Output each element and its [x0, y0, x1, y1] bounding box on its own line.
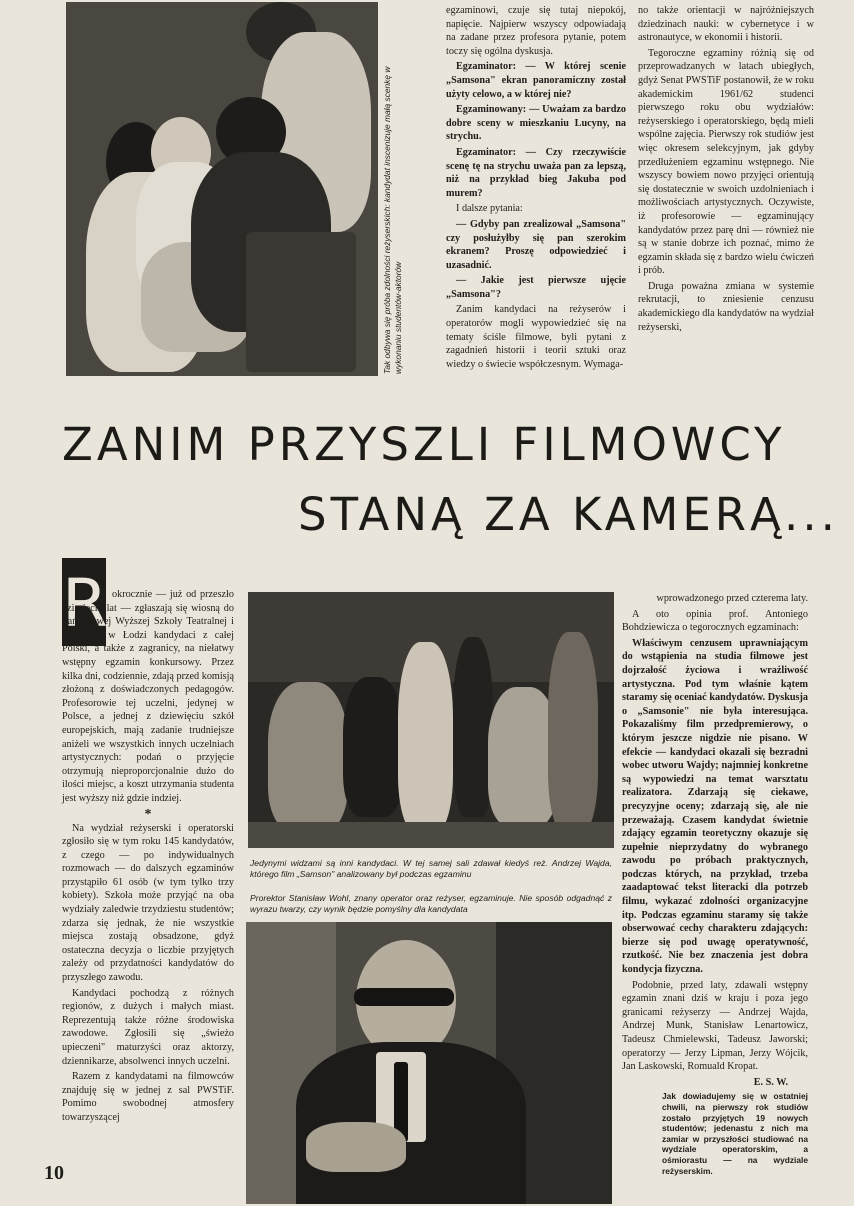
quote-paragraph: Właściwym cenzusem uprawniającym do wstąpienia na studia filmowe jest dojrzałość życiowa i wrażliwość artystyczna. Pod tym właśnie kątem staramy się oceniać kandydatów. Dyskusja o „Samsonie" nie była interesująca. Pokazaliśmy film przedpremierowy, o którym jeszcze nigdzie nie pisano. W efekcie — kandydaci okazali się bezradni wobec utworu Wajdy; najmniej konkretne są wypowiedzi na temat warsztatu realizatora. Zdarzają się ciekawe, precyzyjne oceny; zdarzają się, ale nie przeważają. Czasem kandydat świetnie zdający egzamin teoretyczny okazuje się zupełnie nieprzydatny do wybranego zawodu po próbach praktycznych, podczas których, na przykład, trzeba zaadaptować tekst literacki dla potrzeb filmu, wykazać zdolności organizacyjne itp. Podczas egzaminu staramy się także obserwować cechy charakteru zdających: bierze się pod uwagę operatywność, rzutkość. Nie bez znaczenia jest dobra kondycja fizyczna.	[622, 637, 808, 976]
paragraph: Razem z kandydatami na filmowców znajduję się w jednej z sal PWSTiF. Pomimo swobodnej atmosfery towarzyszącej	[62, 1071, 234, 1123]
paragraph: — Jakie jest pierwsze ujęcie „Samsona"?	[446, 275, 626, 300]
intro-paragraph: okrocznie — już od przeszło dziesięciu lat — zgłaszają się wiosną do Państwowej Wyższej Szkoły Teatralnej i Filmowej w Łodzi kandydaci z całej Polski, a także z zagranicy, na niełatwy wstępny egzamin konkursowy. Przez kilka dni, codziennie, zdają przed komisją złożoną z doświadczonych pedagogów. Profesorowie tej uczelni, jedynej w Polsce, a jednej z dziewięciu szkół europejskich, mają zadanie trudniejsze aniżeli we wszystkich innych uczelniach artystycznych: podań o przyjęcie otrzymują nieproporcjonalnie dużo do ilości miejsc, a koszt utrzymania studenta jest wyższy niż gdzie indziej.	[62, 589, 234, 804]
paragraph: Druga poważna zmiana w systemie rekrutacji, to zniesienie cenzusu akademickiego dla kandydatów na wydział reżyserski,	[638, 280, 814, 333]
photo-professor-examining	[246, 922, 612, 1204]
right-text-column	[622, 592, 808, 1176]
photo-rehearsal-scene	[66, 2, 378, 376]
author-signature: E. S. W.	[753, 1076, 788, 1088]
headline-line-2: STANĄ ZA KAMERĄ...	[298, 488, 839, 541]
paragraph: I dalsze pytania:	[456, 203, 523, 215]
caption-bottom-photo: Prorektor Stanisław Wohl, znany operator oraz reżyser, egzaminuje. Nie sposób odgadnąć z wyrazu twarzy, czy wynik będzie pomyślny dla kandydata	[250, 893, 612, 914]
paragraph: Na wydział reżyserski i operatorski zgłosiło się w tym roku 145 kandydatów, z czego — po indywidualnych rozmowach — do dalszych egzaminów przystąpiło 61 osób (w tym tylko trzy kobiety). Szkoła może przyjąć na oba wydziały zaledwie trzydziestu studentów; zdarza się jednak, że nie wszystkie miejsca zostają obsadzone, gdyż ostateczna decyzja o liczbie przyjętych zależy od przydatności kandydatów do przyszłego zawodu.	[62, 822, 234, 984]
paragraph: A oto opinia prof. Antoniego Bohdziewicza o tegorocznych egzaminach:	[622, 608, 808, 634]
late-news-note: Jak dowiadujemy się w ostatniej chwili, na pierwszy rok studiów zostało przyjętych 19 nowych studentów; jedenastu z nich ma zamiar w przyszłości studiować na wydziale operatorskim, a ośmiorastu — na wydziale reżyserskim.	[662, 1091, 808, 1176]
top-text-column-1	[446, 4, 626, 382]
section-separator: *	[144, 806, 152, 822]
paragraph: Tegoroczne egzaminy różnią się od przeprowadzanych w latach ubiegłych, gdyż Senat PWSTiF postanowił, że w roku akademickim 1961/62 studenci pierwszego roku obu wydziałów: reżyserskiego i operatorskiego, będą mieli wspólne zajęcia. Pierwszy rok studiów jest więc okresem selekcyjnym, jak gdyby przedłużeniem egzaminu wstępnego. Nie wszyscy bowiem nowo przyjęci orientują się dostatecznie w swoich uzdolnieniach i możliwościach artystycznych. Oczywiste, iż profesorowie — egzaminujący kandydatów przez parę dni — również nie są w stanie dobrze ich poznać, mimo że egzamin składa się z bardzo wielu ćwiczeń i prób.	[638, 47, 814, 277]
photo-candidates-audience	[248, 592, 614, 848]
paragraph: Egzaminator: — Czy rzeczywiście scenę tę na strychu uważa pan za lepszą, niż na przykład bieg Jakuba pod murem?	[446, 146, 626, 199]
paragraph: Kandydaci pochodzą z różnych regionów, z dużych i małych miast. Reprezentują także różne środowiska zawodowe. Zgłosili się „świeżo upieczeni" maturzyści oraz aktorzy, dziennikarze, absolwenci innych uczelni.	[62, 987, 234, 1067]
paragraph: Podobnie, przed laty, zdawali wstępny egzamin znani dziś w kraju i poza jego granicami reżyserzy — Andrzej Wajda, Andrzej Munk, Stanisław Lenartowicz, Tadeusz Chmielewski, Tadeusz Jaworski; operatorzy — Jerzy Lipman, Jerzy Wójcik, Jan Laskowski, Romuald Kropat.	[622, 979, 808, 1073]
paragraph: wprowadzonego przed czterema laty.	[656, 593, 808, 604]
caption-middle-photo: Jedynymi widzami są inni kandydaci. W tej samej sali zdawał kiedyś reż. Andrzej Wajda, którego film „Samson" analizowany był podczas egzaminu	[250, 858, 612, 879]
left-text-column	[62, 588, 234, 1168]
paragraph: — Gdyby pan zrealizował „Samsona" czy posłużyłby się pan szerokim ekranem? Proszę odpowiedzieć i uzasadnić.	[446, 218, 626, 271]
headline-line-1: ZANIM PRZYSZLI FILMOWCY	[62, 418, 786, 471]
page-number: 10	[44, 1162, 64, 1184]
paragraph: Egzaminator: — W której scenie „Samsona" ekran panoramiczny został użyty celowo, a w której nie?	[446, 61, 626, 100]
paragraph: Zanim kandydaci na reżyserów i operatorów mogli wypowiedzieć się na tematy ściśle filmowe, byli pytani z zagadnień historii i teorii sztuki oraz wiedzy o świecie współczesnym. Wymaga-	[446, 304, 626, 370]
paragraph: Egzaminowany: — Uważam za bardzo dobre sceny w mieszkaniu Lucyny, na strychu.	[446, 104, 626, 143]
top-text-column-2	[638, 4, 814, 382]
paragraph: no także orientacji w najróżniejszych dziedzinach nauki: w cybernetyce i w astronautyce, w ekonomii i historii.	[638, 5, 814, 44]
paragraph: egzaminowi, czuje się tutaj niepokój, napięcie. Najpierw wszyscy odpowiadają na zadane przez profesora pytanie, potem toczy się ogólna dyskusja.	[446, 5, 626, 57]
caption-top-photo: Tak odbywa się próba zdolności reżyserskich: kandydat inscenizuje małą scenkę w wykonaniu studentów-aktorów	[382, 66, 403, 374]
drop-cap: R	[62, 565, 108, 642]
